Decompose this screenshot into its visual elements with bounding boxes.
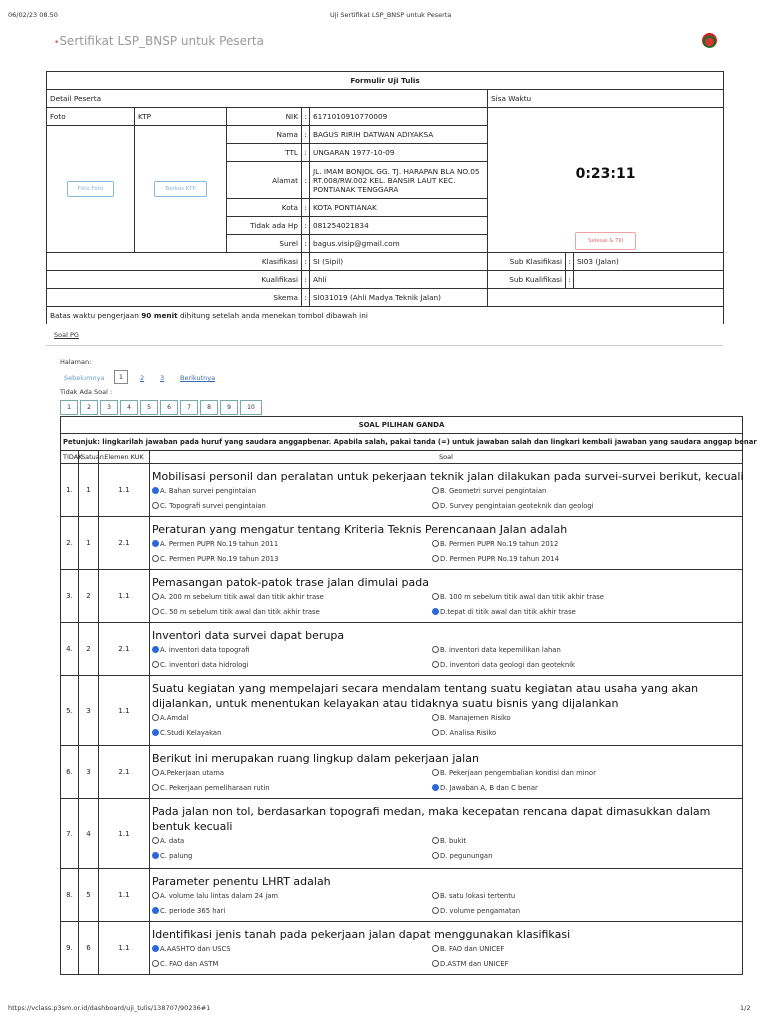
nama-label: Nama — [227, 126, 302, 144]
option-a[interactable] — [152, 834, 432, 849]
radio-icon[interactable] — [432, 608, 439, 615]
col-elemen: Elemen KUK — [99, 451, 150, 464]
question-cell — [150, 623, 743, 676]
question-cell — [150, 570, 743, 623]
option-a[interactable] — [152, 537, 432, 552]
option-label: D. Analisa Risiko — [440, 729, 497, 737]
question-no: 2. — [61, 517, 79, 570]
alamat-label: Alamat — [227, 162, 302, 199]
colon: : — [302, 217, 310, 235]
option-label: D. Permen PUPR No.19 tahun 2014 — [440, 555, 559, 563]
radio-icon[interactable] — [152, 502, 159, 509]
footer-page: 1/2 — [740, 1004, 751, 1012]
form-heading: Formulir Uji Tulis — [47, 72, 724, 90]
col-tidak: TIDAK — [61, 451, 79, 464]
question-nav-button[interactable]: 8 — [200, 400, 218, 415]
radio-icon[interactable] — [152, 646, 159, 653]
radio-icon[interactable] — [152, 852, 159, 859]
ktp-button[interactable]: Berkas KTP — [154, 181, 206, 197]
radio-icon[interactable] — [152, 907, 159, 914]
option-a[interactable] — [152, 942, 432, 957]
col-soal: Soal — [150, 451, 743, 464]
question-row — [61, 746, 743, 799]
option-label: C. palung — [160, 852, 193, 860]
radio-icon[interactable] — [152, 729, 159, 736]
colon: : — [302, 271, 310, 289]
question-no: 9. — [61, 922, 79, 975]
option-label: A.Amdal — [160, 714, 189, 722]
option-a[interactable] — [152, 766, 432, 781]
question-cell — [150, 922, 743, 975]
radio-icon[interactable] — [152, 487, 159, 494]
question-text: Pemasangan patok-patok trase jalan dimulai pada — [152, 576, 429, 589]
question-no: 4. — [61, 623, 79, 676]
question-row — [61, 869, 743, 922]
option-label: B. FAO dan UNICEF — [440, 945, 505, 953]
hp-label: Tidak ada Hp — [227, 217, 302, 235]
option-label: B. satu lokasi tertentu — [440, 892, 516, 900]
colon: : — [566, 253, 574, 271]
hp-value: 081254021834 — [310, 217, 488, 235]
nama-value: BAGUS RIRIH DATWAN ADIYAKSA — [310, 126, 488, 144]
time-note: Batas waktu pengerjaan 90 menit dihitung setelah anda menekan tombol dibawah ini — [47, 307, 724, 325]
colon: : — [302, 144, 310, 162]
subkual-value — [574, 271, 724, 289]
question-elemen: 2.1 — [99, 517, 150, 570]
question-nav-button[interactable]: 7 — [180, 400, 198, 415]
question-satuan: 1 — [79, 464, 99, 517]
question-nav-button[interactable]: 9 — [220, 400, 238, 415]
option-d[interactable] — [432, 781, 712, 796]
question-row — [61, 922, 743, 975]
question-text: Parameter penentu LHRT adalah — [152, 875, 331, 888]
question-text: Identifikasi jenis tanah pada pekerjaan jalan dapat menggunakan klasifikasi — [152, 928, 571, 941]
kualifikasi-label: Kualifikasi — [47, 271, 302, 289]
option-a[interactable] — [152, 711, 432, 726]
option-label: B. Permen PUPR No.19 tahun 2012 — [440, 540, 559, 548]
option-d[interactable] — [432, 726, 712, 741]
ttl-label: TTL — [227, 144, 302, 162]
footer-url: https://vclass.p3sm.or.id/dashboard/uji_tulis/138707/90236#1 — [8, 1004, 211, 1012]
nik-label: NIK — [227, 108, 302, 126]
question-satuan: 3 — [79, 676, 99, 746]
question-text: Suatu kegiatan yang mempelajari secara mendalam tentang suatu kegiatan atau usaha yang akan dijalankan, untuk menentukan kelayakan atau tidaknya suatu bisnis yang dijalankan — [152, 682, 699, 710]
option-label: B. inventori data kepemilikan lahan — [440, 646, 561, 654]
radio-icon[interactable] — [432, 646, 439, 653]
klasifikasi-value: SI (Sipil) — [310, 253, 488, 271]
option-d[interactable] — [432, 849, 712, 864]
option-a[interactable] — [152, 889, 432, 904]
question-no: 7. — [61, 799, 79, 869]
colon: : — [302, 162, 310, 199]
option-label: A.Pekerjaan utama — [160, 769, 225, 777]
option-label: D. volume pengamatan — [440, 907, 521, 915]
colon: : — [302, 289, 310, 307]
question-text: Inventori data survei dapat berupa — [152, 629, 345, 642]
option-label: A. Permen PUPR No.19 tahun 2011 — [160, 540, 279, 548]
question-cell — [150, 517, 743, 570]
option-a[interactable] — [152, 643, 432, 658]
question-satuan: 3 — [79, 746, 99, 799]
question-nav-button[interactable]: 6 — [160, 400, 178, 415]
question-cell — [150, 799, 743, 869]
radio-icon[interactable] — [152, 784, 159, 791]
question-no: 8. — [61, 869, 79, 922]
sisa-waktu-label: Sisa Waktu — [488, 90, 724, 108]
option-label: D. Jawaban A, B dan C benar — [440, 784, 538, 792]
page-3-link[interactable]: 3 — [160, 374, 165, 382]
option-label: D.tepat di titik awal dan titik akhir trase — [440, 608, 576, 616]
option-label: A. Bahan survei pengintaian — [160, 487, 257, 495]
soal-instruction: Petunjuk: lingkarilah jawaban pada huruf yang saudara anggapbenar. Apabila salah, pakai tanda (=) untuk jawaban salah dan lingkari kembali jawaban yang saudara anggap benar — [61, 434, 743, 451]
question-satuan: 5 — [79, 869, 99, 922]
option-label: C. inventori data hidrologi — [160, 661, 249, 669]
question-nav-button[interactable]: 4 — [120, 400, 138, 415]
question-cell — [150, 464, 743, 517]
question-row — [61, 464, 743, 517]
option-label: A. data — [160, 837, 185, 845]
question-cell — [150, 869, 743, 922]
option-label: A. inventori data topografi — [160, 646, 250, 654]
participant-form — [46, 71, 724, 324]
colon: : — [302, 126, 310, 144]
option-c[interactable] — [152, 904, 432, 919]
radio-icon[interactable] — [432, 502, 439, 509]
option-d[interactable] — [432, 904, 712, 919]
question-elemen: 1.1 — [99, 676, 150, 746]
option-d[interactable] — [432, 605, 712, 620]
question-text: Pada jalan non tol, berdasarkan topografi medan, maka kecepatan rencana dapat dimasukkan dalam bentuk kecuali — [152, 805, 711, 833]
question-satuan: 6 — [79, 922, 99, 975]
kota-label: Kota — [227, 199, 302, 217]
question-nav-button[interactable]: 5 — [140, 400, 158, 415]
subklas-value: SI03 (Jalan) — [574, 253, 724, 271]
halaman-label: Halaman: — [60, 358, 92, 366]
colon: : — [566, 271, 574, 289]
option-c[interactable] — [152, 957, 432, 972]
soal-heading: SOAL PILIHAN GANDA — [61, 417, 743, 434]
option-d[interactable] — [432, 658, 712, 673]
tab-bar — [46, 327, 723, 346]
radio-icon[interactable] — [152, 661, 159, 668]
question-nav-button[interactable]: 10 — [240, 400, 262, 415]
question-cell — [150, 746, 743, 799]
radio-icon[interactable] — [152, 837, 159, 844]
option-label: B. Manajemen Risiko — [440, 714, 511, 722]
subklas-label: Sub Klasifikasi — [488, 253, 566, 271]
foto-cell — [47, 126, 135, 253]
option-label: C. periode 365 hari — [160, 907, 226, 915]
question-text: Mobilisasi personil dan peralatan untuk pekerjaan teknik jalan dilakukan pada survei-survei berikut, kecuali — [152, 470, 744, 483]
radio-icon[interactable] — [432, 784, 439, 791]
option-label: D.ASTM dan UNICEF — [440, 960, 509, 968]
radio-icon[interactable] — [152, 945, 159, 952]
option-c[interactable] — [152, 849, 432, 864]
option-label: C. FAO dan ASTM — [160, 960, 219, 968]
radio-icon[interactable] — [432, 714, 439, 721]
question-row — [61, 517, 743, 570]
question-text: Peraturan yang mengatur tentang Kriteria Teknis Perencanaan Jalan adalah — [152, 523, 568, 536]
question-row — [61, 623, 743, 676]
question-elemen: 2.1 — [99, 623, 150, 676]
option-label: C.Studi Kelayakan — [160, 729, 222, 737]
radio-icon[interactable] — [152, 608, 159, 615]
option-a[interactable] — [152, 484, 432, 499]
option-b[interactable] — [432, 711, 712, 726]
option-c[interactable] — [152, 658, 432, 673]
option-label: B. bukit — [440, 837, 467, 845]
nik-value: 6171010910770009 — [310, 108, 488, 126]
option-c[interactable] — [152, 781, 432, 796]
radio-icon[interactable] — [432, 907, 439, 914]
colon: : — [302, 199, 310, 217]
option-b[interactable] — [432, 942, 712, 957]
option-label: B. 100 m sebelum titik awal dan titik akhir trase — [440, 593, 604, 601]
option-a[interactable] — [152, 590, 432, 605]
ktp-cell — [135, 126, 227, 253]
radio-icon[interactable] — [432, 945, 439, 952]
question-satuan: 2 — [79, 623, 99, 676]
question-cell — [150, 676, 743, 746]
question-row — [61, 570, 743, 623]
question-no: 6. — [61, 746, 79, 799]
radio-icon[interactable] — [152, 540, 159, 547]
radio-icon[interactable] — [152, 555, 159, 562]
radio-icon[interactable] — [432, 892, 439, 899]
option-d[interactable] — [432, 957, 712, 972]
option-label: D. Survey pengintaian geoteknik dan geologi — [440, 502, 594, 510]
skema-value: SI031019 (Ahli Madya Teknik Jalan) — [310, 289, 488, 307]
option-label: A.AASHTO dan USCS — [160, 945, 231, 953]
option-label: B. Pekerjaan pengembalian kondisi dan minor — [440, 769, 596, 777]
question-elemen: 1.1 — [99, 922, 150, 975]
option-b[interactable] — [432, 834, 712, 849]
tab-soal-pg[interactable]: Soal PG — [54, 331, 79, 339]
option-label: B. Geometri survei pengintaian — [440, 487, 547, 495]
question-satuan: 1 — [79, 517, 99, 570]
radio-icon[interactable] — [432, 852, 439, 859]
print-doc-title: Uji Sertifikat LSP_BNSP untuk Peserta — [330, 11, 452, 19]
radio-icon[interactable] — [432, 960, 439, 967]
option-b[interactable] — [432, 643, 712, 658]
prev-page-link[interactable]: Sebelumnya — [64, 374, 105, 382]
ktp-label: KTP — [135, 108, 227, 126]
radio-icon[interactable] — [152, 714, 159, 721]
detail-label: Detail Peserta — [47, 90, 488, 108]
option-d[interactable] — [432, 552, 712, 567]
alamat-value: JL. IMAM BONJOL GG. TJ. HARAPAN BLA NO.05 RT.008/RW.002 KEL. BANSIR LAUT KEC. PONTIANAK TENGGARA — [310, 162, 488, 199]
question-elemen: 1.1 — [99, 869, 150, 922]
question-row — [61, 676, 743, 746]
question-elemen: 1.1 — [99, 799, 150, 869]
radio-icon[interactable] — [152, 769, 159, 776]
option-c[interactable] — [152, 726, 432, 741]
print-datetime: 06/02/23 08.50 — [8, 11, 58, 19]
option-c[interactable] — [152, 605, 432, 620]
question-satuan: 4 — [79, 799, 99, 869]
option-b[interactable] — [432, 484, 712, 499]
skema-label: Skema — [47, 289, 302, 307]
option-label: C. Permen PUPR No.19 tahun 2013 — [160, 555, 279, 563]
question-row — [61, 799, 743, 869]
radio-icon[interactable] — [152, 593, 159, 600]
radio-icon[interactable] — [432, 593, 439, 600]
option-b[interactable] — [432, 537, 712, 552]
question-nav-button[interactable]: 1 — [60, 400, 78, 415]
radio-icon[interactable] — [432, 661, 439, 668]
logo-icon — [702, 33, 717, 48]
page-2-link[interactable]: 2 — [140, 374, 145, 382]
radio-icon[interactable] — [432, 837, 439, 844]
surel-label: Surel — [227, 235, 302, 253]
option-label: C. 50 m sebelum titik awal dan titik akhir trase — [160, 608, 320, 616]
question-nav-button[interactable]: 2 — [80, 400, 98, 415]
foto-label: Foto — [47, 108, 135, 126]
colon: : — [302, 108, 310, 126]
surel-value: bagus.visip@gmail.com — [310, 235, 488, 253]
radio-icon[interactable] — [152, 892, 159, 899]
option-d[interactable] — [432, 499, 712, 514]
ttl-value: UNGARAN 1977-10-09 — [310, 144, 488, 162]
option-label: C. Topografi survei pengintaian — [160, 502, 266, 510]
tidak-ada-soal-label: Tidak Ada Soal : — [60, 388, 113, 396]
option-b[interactable] — [432, 590, 712, 605]
question-no: 3. — [61, 570, 79, 623]
question-no: 1. — [61, 464, 79, 517]
klasifikasi-label: Klasifikasi — [47, 253, 302, 271]
colon: : — [302, 253, 310, 271]
option-c[interactable] — [152, 552, 432, 567]
next-page-link[interactable]: Berikutnya — [180, 374, 216, 382]
page-title: •Sertifikat LSP_BNSP untuk Peserta — [54, 34, 264, 48]
radio-icon[interactable] — [432, 769, 439, 776]
question-elemen: 2.1 — [99, 746, 150, 799]
timer-cell — [488, 108, 724, 253]
option-c[interactable] — [152, 499, 432, 514]
col-satuan: Satuan — [79, 451, 99, 464]
option-label: D. pegunungan — [440, 852, 493, 860]
foto-button[interactable]: Foto Foto — [67, 181, 114, 197]
kualifikasi-value: Ahli — [310, 271, 488, 289]
option-label: A. volume lalu lintas dalam 24 jam — [160, 892, 279, 900]
page-1-button[interactable]: 1 — [114, 370, 128, 384]
question-elemen: 1.1 — [99, 570, 150, 623]
subkual-label: Sub Kualifikasi — [488, 271, 566, 289]
question-satuan: 2 — [79, 570, 99, 623]
colon: : — [302, 235, 310, 253]
option-label: C. Pekerjaan pemeliharaan rutin — [160, 784, 270, 792]
radio-icon[interactable] — [432, 487, 439, 494]
option-label: A. 200 m sebelum titik awal dan titik akhir trase — [160, 593, 324, 601]
soal-table — [60, 416, 757, 975]
empty-cell — [488, 289, 724, 307]
timer: 0:23:11 — [575, 166, 636, 182]
radio-icon[interactable] — [152, 960, 159, 967]
question-elemen: 1.1 — [99, 464, 150, 517]
radio-icon[interactable] — [432, 540, 439, 547]
kota-value: KOTA PONTIANAK — [310, 199, 488, 217]
option-b[interactable] — [432, 766, 712, 781]
question-no: 5. — [61, 676, 79, 746]
option-b[interactable] — [432, 889, 712, 904]
question-nav-button[interactable]: 3 — [100, 400, 118, 415]
radio-icon[interactable] — [432, 555, 439, 562]
submit-button[interactable]: Selesai & Tiil — [575, 232, 636, 250]
option-label: D. inventori data geologi dan geoteknik — [440, 661, 575, 669]
question-text: Berikut ini merupakan ruang lingkup dalam pekerjaan jalan — [152, 752, 479, 765]
radio-icon[interactable] — [432, 729, 439, 736]
